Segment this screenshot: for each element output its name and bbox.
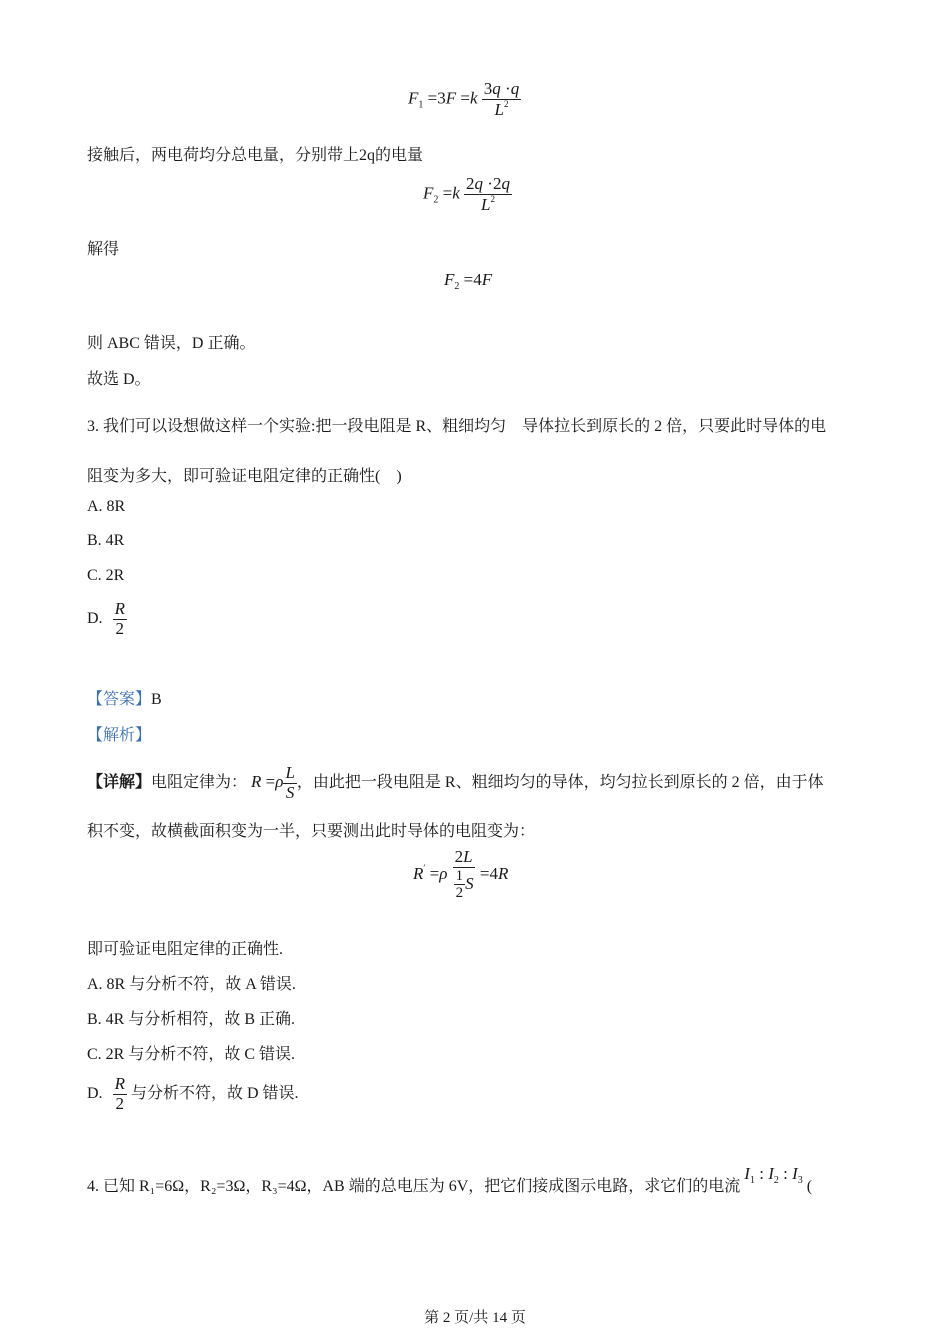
text-solve: 解得 bbox=[87, 241, 120, 258]
equation-f2: $F_2 =k$ $\frac{2q \cdot 2q}{L^2}$ bbox=[423, 174, 510, 214]
analysis-c: C. 2R 与分析不符，故 C 错误. bbox=[87, 1046, 296, 1063]
equation-f2-result: $F_2 =4F$ bbox=[444, 270, 493, 292]
q3-stem-line2: 阻变为多大，即可验证电阻定律的正确性( ) bbox=[87, 468, 402, 485]
q4-stem-text: 4. 已知 R₁=6Ω，R₂=3Ω，R₃=4Ω，AB 端的总电压为 6V，把它们接成图示电路，求它们的电流 bbox=[87, 1178, 741, 1195]
q3-stem-line1: 3. 我们可以设想做这样一个实验:把一段电阻是 R、粗细均匀 导体拉长到原长的 2 倍，只要此时导体的电 bbox=[87, 418, 827, 435]
text-conclusion: 则 ABC 错误，D 正确。 bbox=[87, 335, 256, 352]
analysis-b: B. 4R 与分析相符，故 B 正确. bbox=[87, 1011, 296, 1028]
verify-text: 即可验证电阻定律的正确性. bbox=[87, 941, 284, 958]
current-ratio: $I_1$ : $I_2$ : $I_3$ bbox=[744, 1164, 803, 1186]
q4-open-paren: ( bbox=[806, 1178, 813, 1195]
answer-tag: 【答案】 bbox=[87, 691, 152, 708]
q3-option-c: C. 2R bbox=[87, 567, 125, 584]
detail-line1 bbox=[87, 764, 824, 802]
q3-option-d-label: D. bbox=[87, 609, 103, 627]
q3-answer bbox=[87, 686, 162, 709]
text-choice: 故选 D。 bbox=[87, 371, 151, 388]
resistance-law-formula: R =ρ $\frac{L}{S}$ bbox=[251, 763, 295, 802]
equation-r-prime: R′ =ρ 2L $\frac{1}{2}$ S =4R bbox=[413, 847, 509, 902]
q3-option-b: B. 4R bbox=[87, 532, 125, 549]
q3-option-a: A. 8R bbox=[87, 498, 126, 515]
analysis-d-text: 与分析不符，故 D 错误. bbox=[130, 1084, 299, 1102]
analysis-tag: 【解析】 bbox=[87, 727, 152, 744]
detail-line1-a: 电阻定律为： bbox=[151, 774, 248, 792]
analysis-d-label: D. bbox=[87, 1084, 103, 1102]
equation-f1: $F_1 =3F =k$ $\frac{3q \cdot q}{L^2}$ bbox=[408, 79, 520, 119]
detail-tag: 【详解】 bbox=[87, 774, 152, 792]
detail-line2: 积不变，故横截面积变为一半，只要测出此时导体的电阻变为： bbox=[87, 823, 536, 840]
text-contact: 接触后，两电荷均分总电量，分别带上2q的电量 bbox=[87, 147, 424, 164]
analysis-d: D. $\frac{R}{2}$ 与分析不符，故 D 错误. bbox=[87, 1074, 299, 1113]
analysis-a: A. 8R 与分析不符，故 A 错误. bbox=[87, 976, 296, 993]
q3-option-d: D. $\frac{R}{2}$ bbox=[87, 599, 125, 638]
page-number: 第 2 页/共 14 页 bbox=[424, 1310, 526, 1326]
q4-stem bbox=[87, 1164, 813, 1198]
answer-value: B bbox=[151, 691, 162, 708]
detail-line1-b: ，由此把一段电阻是 R、粗细均匀的导体，均匀拉长到原长的 2 倍，由于体 bbox=[296, 774, 824, 792]
